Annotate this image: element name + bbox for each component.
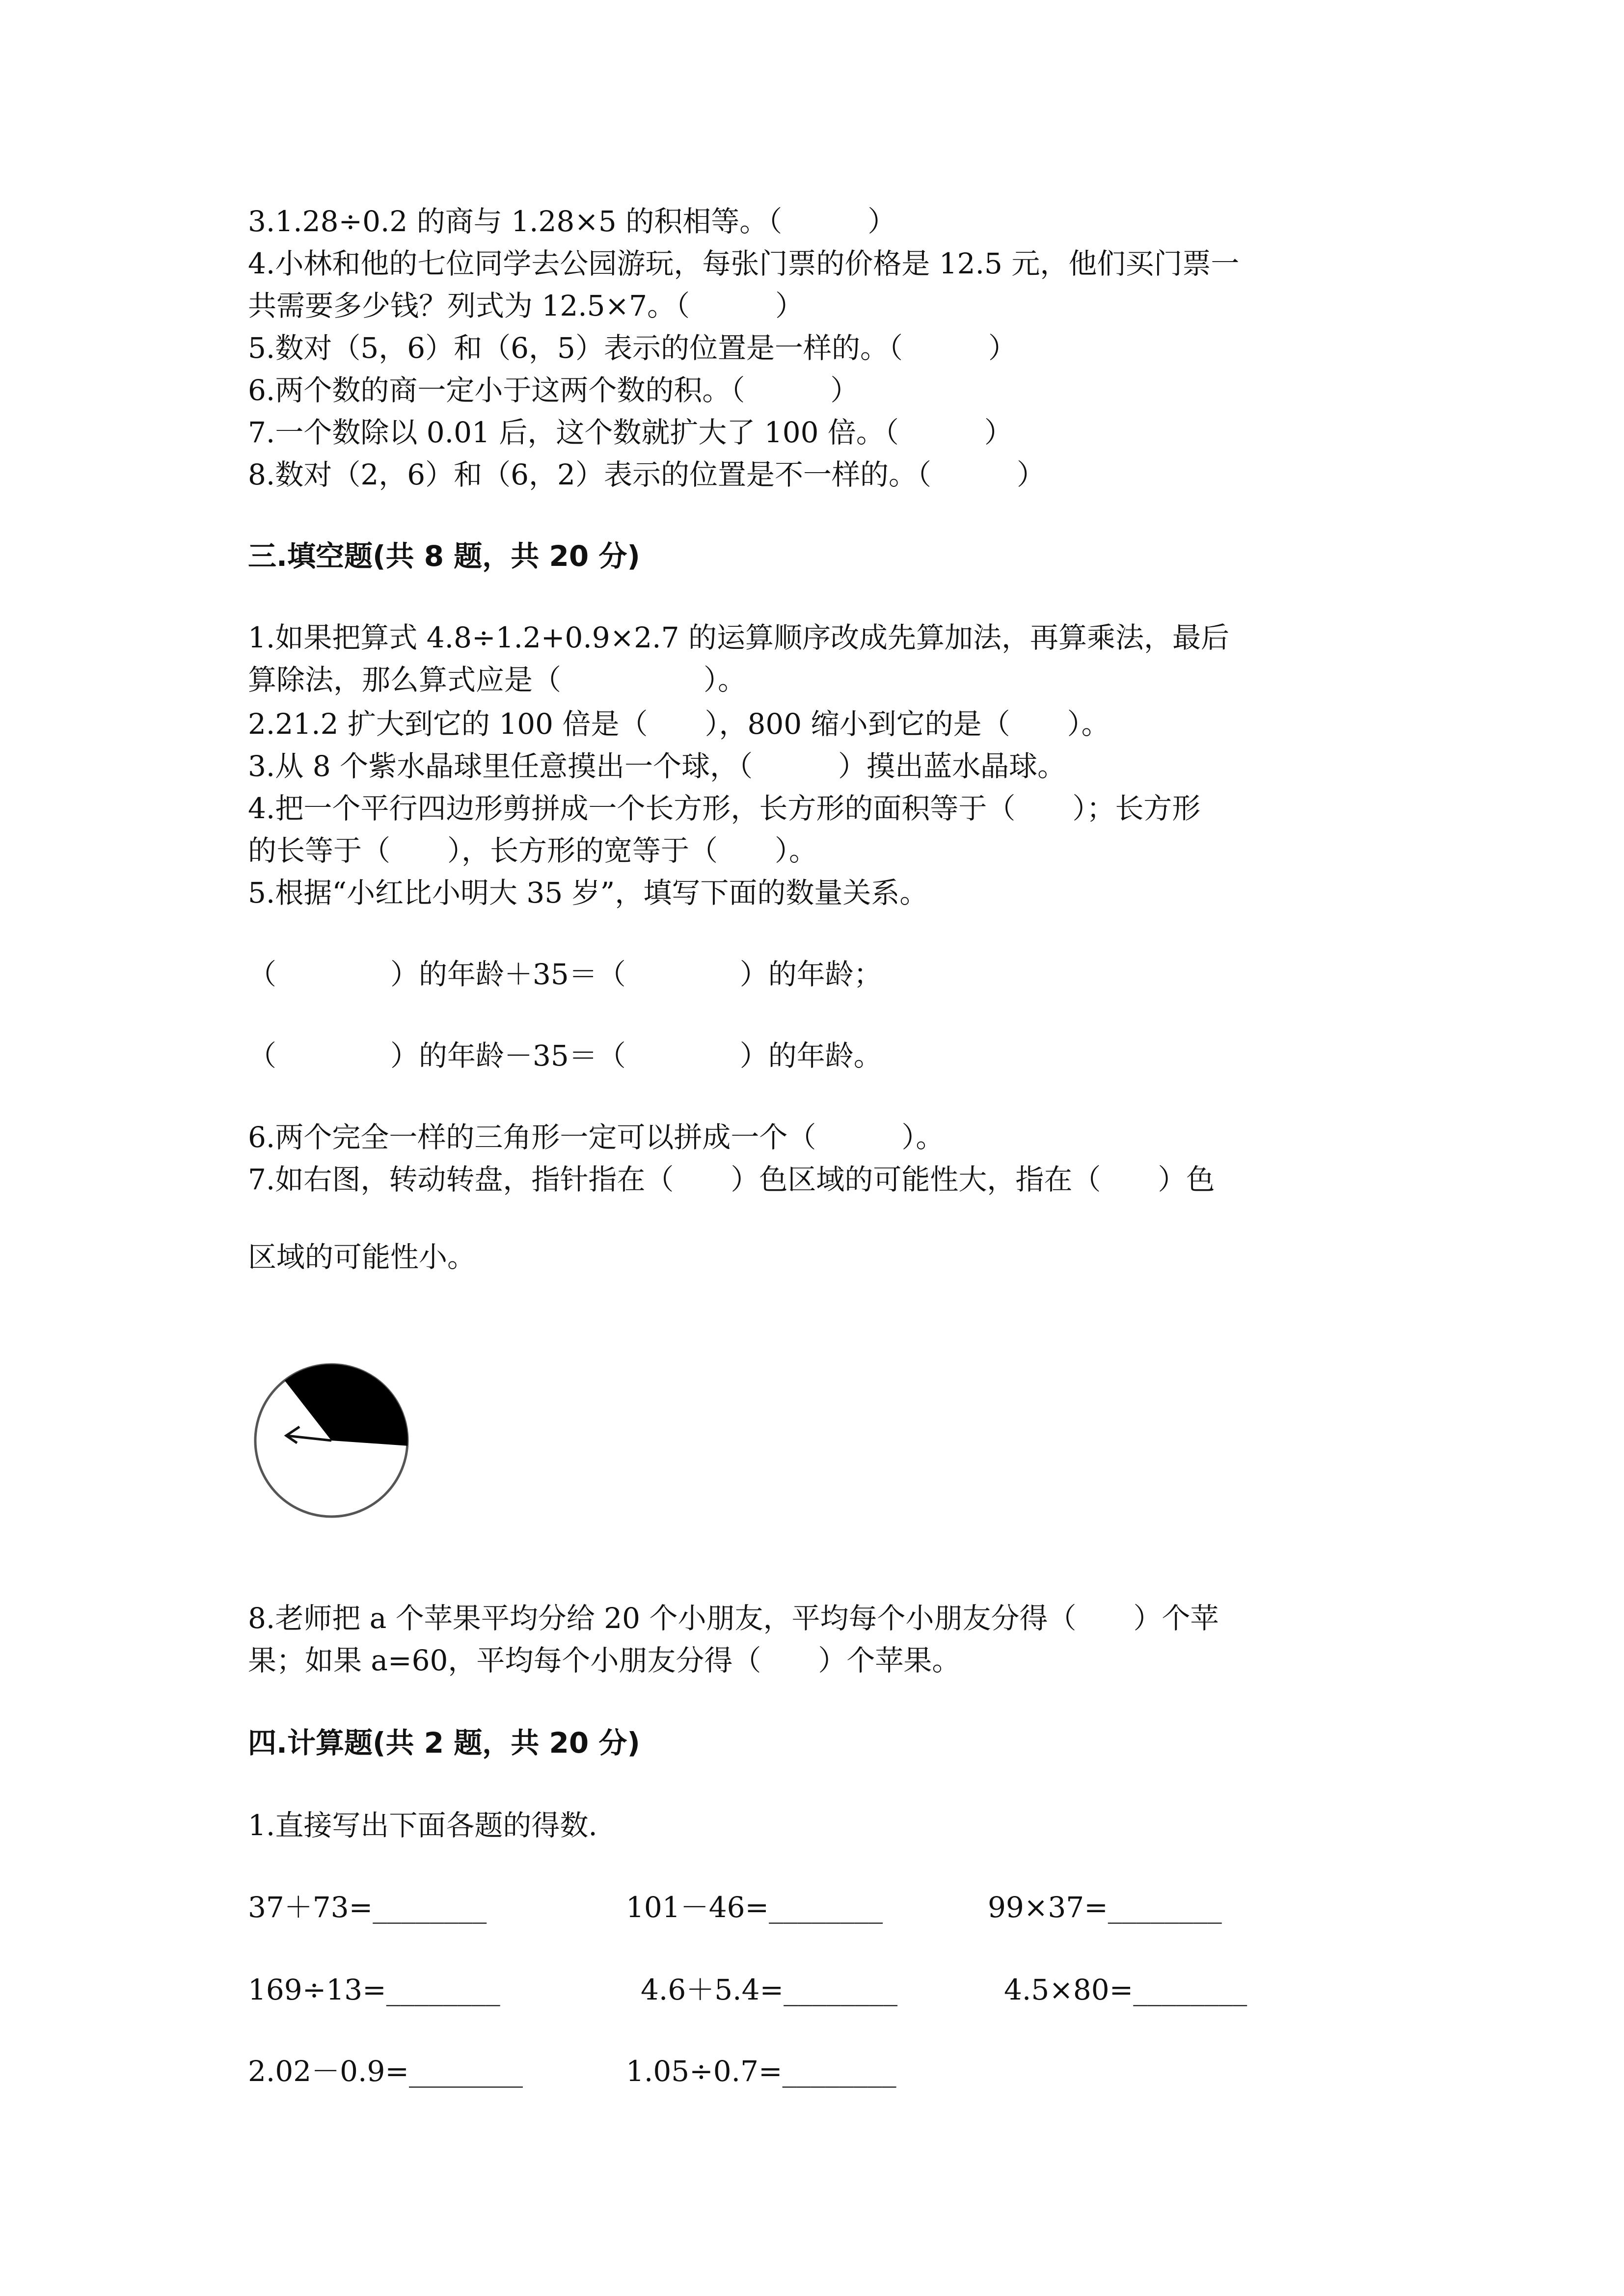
calc-problem-2: 101－46=________ <box>626 1891 883 1924</box>
judgment-item-6: 6.两个数的商一定小于这两个数的积。（ ） <box>248 374 859 407</box>
fill-item-7-line-2: 区域的可能性小。 <box>248 1240 476 1274</box>
section-4-heading: 四.计算题(共 2 题，共 20 分) <box>248 1726 640 1760</box>
judgment-item-7: 7.一个数除以 0.01 后，这个数就扩大了 100 倍。（ ） <box>248 416 1013 449</box>
judgment-item-5: 5.数对（5，6）和（6，5）表示的位置是一样的。（ ） <box>248 331 1017 365</box>
fill-item-5-relation-1: （ ）的年龄＋35＝（ ）的年龄； <box>248 958 882 991</box>
calc-problem-4: 169÷13=________ <box>248 1973 500 2006</box>
calc-instruction: 1.直接写出下面各题的得数. <box>248 1809 597 1842</box>
judgment-item-4-line-2: 共需要多少钱？列式为 12.5×7。（ ） <box>248 289 804 322</box>
spinner-figure <box>248 1357 415 1524</box>
calc-problem-5: 4.6＋5.4=________ <box>641 1973 898 2006</box>
calc-problem-1: 37＋73=________ <box>248 1891 487 1924</box>
calc-problem-6: 4.5×80=________ <box>1004 1973 1247 2006</box>
judgment-item-4-line-1: 4.小林和他的七位同学去公园游玩，每张门票的价格是 12.5 元，他们买门票一 <box>248 247 1240 280</box>
calc-problem-8: 1.05÷0.7=________ <box>626 2055 896 2088</box>
fill-item-8-line-2: 果；如果 a=60，平均每个小朋友分得（ ）个苹果。 <box>248 1644 961 1677</box>
fill-item-3: 3.从 8 个紫水晶球里任意摸出一个球，（ ）摸出蓝水晶球。 <box>248 749 1066 783</box>
fill-item-5: 5.根据“小红比小明大 35 岁”，填写下面的数量关系。 <box>248 876 928 909</box>
fill-item-7-line-1: 7.如右图，转动转盘，指针指在（ ）色区域的可能性大，指在（ ）色 <box>248 1163 1215 1196</box>
fill-item-5-relation-2: （ ）的年龄－35＝（ ）的年龄。 <box>248 1039 882 1072</box>
fill-item-8-line-1: 8.老师把 a 个苹果平均分给 20 个小朋友，平均每个小朋友分得（ ）个苹 <box>248 1602 1219 1635</box>
judgment-item-8: 8.数对（2，6）和（6，2）表示的位置是不一样的。（ ） <box>248 458 1045 491</box>
fill-item-6: 6.两个完全一样的三角形一定可以拼成一个（ ）。 <box>248 1121 945 1154</box>
fill-item-1-line-1: 1.如果把算式 4.8÷1.2+0.9×2.7 的运算顺序改成先算加法，再算乘法，最后 <box>248 621 1229 654</box>
section-3-heading: 三.填空题(共 8 题，共 20 分) <box>248 539 640 573</box>
fill-item-1-line-2: 算除法，那么算式应是（ ）。 <box>248 663 747 696</box>
judgment-item-3: 3.1.28÷0.2 的商与 1.28×5 的积相等。（ ） <box>248 205 896 238</box>
fill-item-4-line-2: 的长等于（ ），长方形的宽等于（ ）。 <box>248 834 818 867</box>
calc-problem-3: 99×37=________ <box>988 1891 1222 1924</box>
fill-item-4-line-1: 4.把一个平行四边形剪拼成一个长方形，长方形的面积等于（ ）；长方形 <box>248 792 1201 825</box>
fill-item-2: 2.21.2 扩大到它的 100 倍是（ ），800 缩小到它的是（ ）。 <box>248 707 1110 741</box>
calc-problem-7: 2.02－0.9=________ <box>248 2055 523 2088</box>
